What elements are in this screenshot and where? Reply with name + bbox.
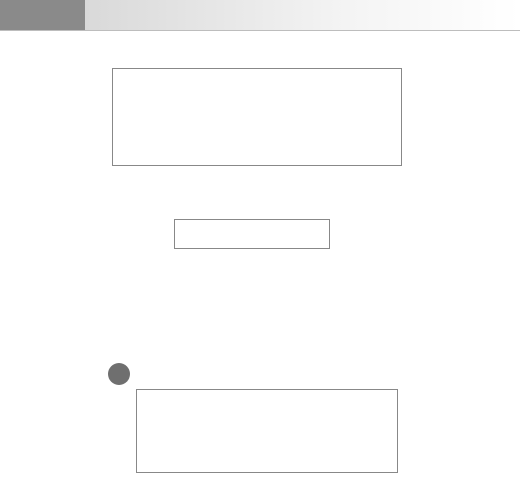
code-block-ch1122c <box>112 68 402 166</box>
code-block-ch1123a <box>136 389 398 473</box>
bullet-note-2 <box>122 203 412 215</box>
bullet-note-1 <box>122 174 412 186</box>
header-bar <box>85 0 520 30</box>
header-accent-block <box>0 0 85 30</box>
section-heading <box>109 260 121 275</box>
program-output-box <box>174 219 330 249</box>
step-badge <box>108 363 130 385</box>
header-divider <box>0 30 520 31</box>
